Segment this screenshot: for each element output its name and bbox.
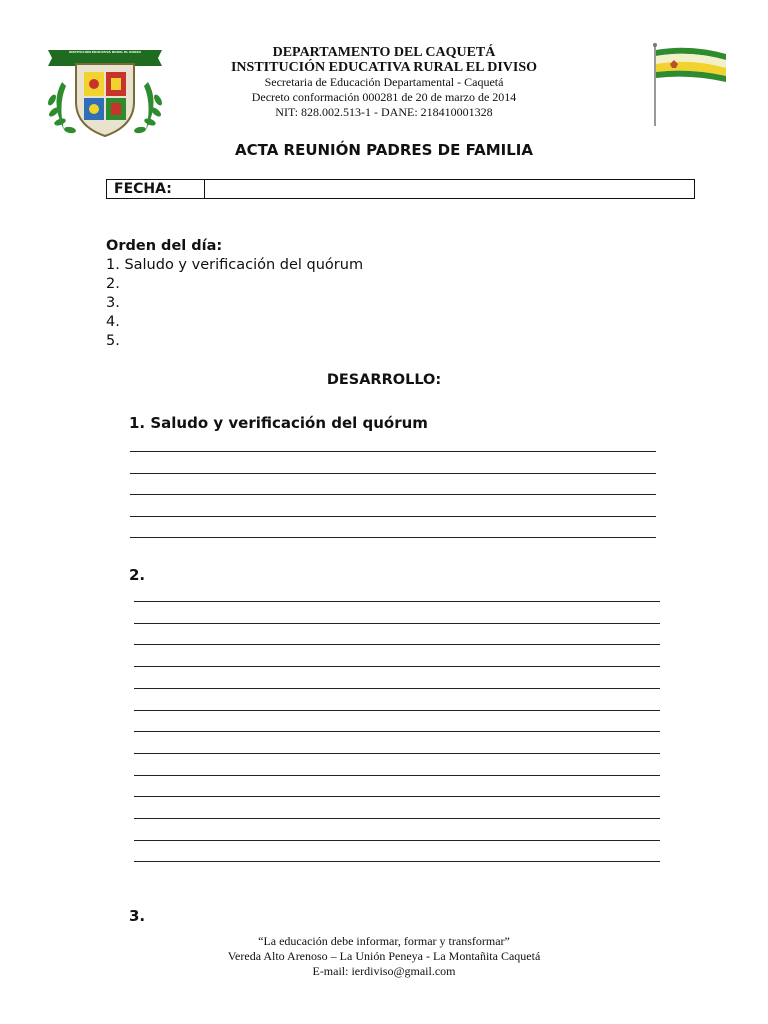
date-table [106, 179, 695, 199]
agenda-item: 5. [106, 333, 120, 349]
institution-name: INSTITUCIÓN EDUCATIVA RURAL EL DIVISO [230, 60, 537, 75]
footer-email: E-mail: ierdiviso@gmail.com [312, 964, 456, 978]
section-1-title: 1. Saludo y verificación del quórum [129, 414, 428, 432]
date-field[interactable] [205, 180, 694, 198]
blank-writing-line[interactable] [130, 451, 656, 452]
school-shield-emblem-icon [42, 42, 168, 140]
blank-writing-line[interactable] [134, 666, 660, 667]
footer-quote: “La educación debe informar, formar y transformar” [258, 934, 510, 948]
municipal-flag-icon [650, 42, 730, 128]
blank-writing-line[interactable] [134, 688, 660, 689]
blank-writing-line[interactable] [134, 710, 660, 711]
blank-writing-line[interactable] [134, 775, 660, 776]
blank-writing-line[interactable] [130, 516, 656, 517]
blank-writing-line[interactable] [134, 818, 660, 819]
decree-line: Decreto conformación 000281 de 20 de marzo de 2014 [251, 90, 517, 104]
blank-writing-line[interactable] [134, 623, 660, 624]
blank-writing-line[interactable] [134, 796, 660, 797]
agenda-item: 2. [106, 276, 120, 292]
blank-writing-line[interactable] [134, 861, 660, 862]
secretariat-line: Secretaria de Educación Departamental - Caquetá [264, 75, 504, 89]
section-3-title: 3. [129, 907, 146, 925]
date-label: FECHA: [107, 180, 205, 198]
institution-header [160, 45, 608, 120]
logo-banner-text: INSTITUCIÓN EDUCATIVA RURAL EL DIVISO [69, 50, 141, 54]
blank-writing-line[interactable] [130, 537, 656, 538]
agenda-item: 1. Saludo y verificación del quórum [106, 257, 364, 273]
agenda-heading: Orden del día: [106, 238, 223, 254]
agenda-item: 3. [106, 295, 120, 311]
development-heading: DESARROLLO: [326, 372, 442, 388]
agenda [106, 237, 363, 351]
blank-writing-line[interactable] [134, 731, 660, 732]
blank-writing-line[interactable] [134, 840, 660, 841]
footer [0, 934, 768, 979]
blank-writing-line[interactable] [130, 494, 656, 495]
blank-writing-line[interactable] [134, 644, 660, 645]
blank-writing-line[interactable] [130, 473, 656, 474]
section-2-title: 2. [129, 566, 146, 584]
department-name: DEPARTAMENTO DEL CAQUETÁ [272, 45, 496, 60]
footer-address: Vereda Alto Arenoso – La Unión Peneya - La Montañita Caquetá [227, 949, 541, 963]
agenda-item: 4. [106, 314, 120, 330]
blank-writing-line[interactable] [134, 753, 660, 754]
document-title: ACTA REUNIÓN PADRES DE FAMILIA [235, 141, 533, 159]
nit-dane-line: NIT: 828.002.513-1 - DANE: 218410001328 [275, 105, 493, 119]
blank-writing-line[interactable] [134, 601, 660, 602]
